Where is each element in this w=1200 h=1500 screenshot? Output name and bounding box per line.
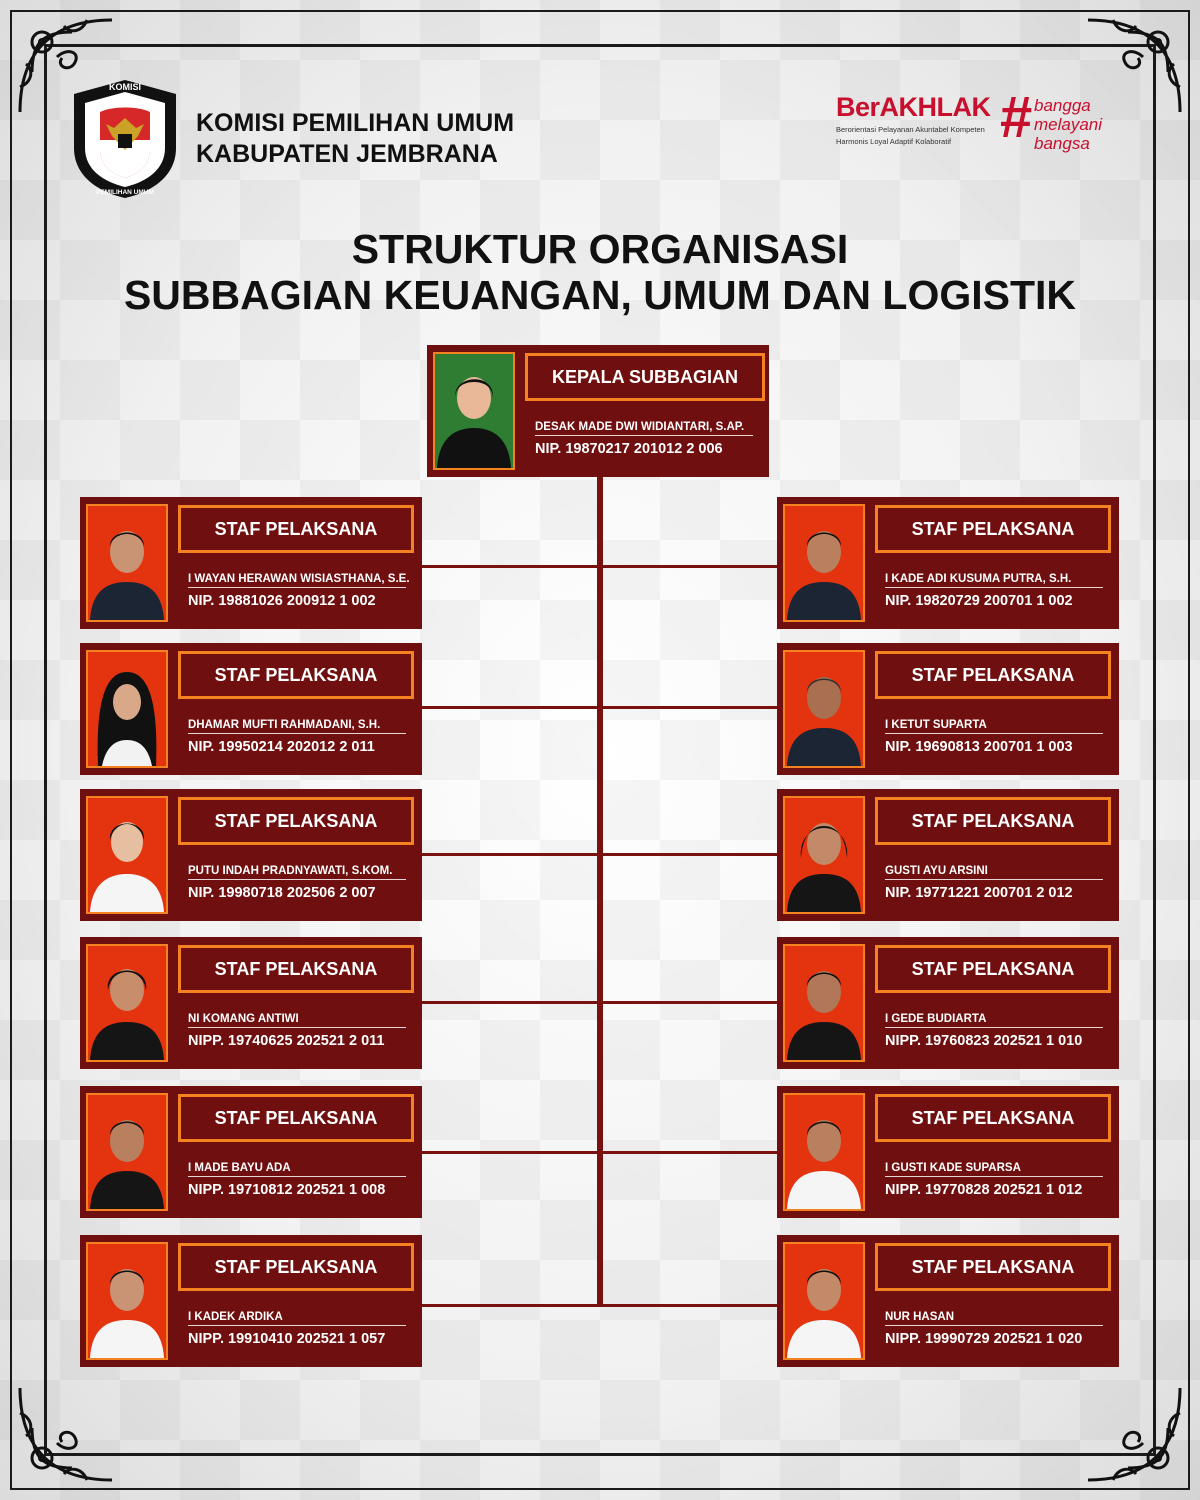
staff-name: I KADE ADI KUSUMA PUTRA, S.H. — [885, 573, 1103, 588]
avatar — [783, 1093, 865, 1211]
slogan-word-3: bangsa — [1034, 134, 1090, 153]
staff-name: I KETUT SUPARTA — [885, 719, 1103, 734]
staff-nip: NIPP. 19740625 202521 2 011 — [188, 1033, 385, 1049]
branch-connector — [420, 1304, 780, 1307]
avatar — [86, 1242, 168, 1360]
staff-nip: NIP. 19980718 202506 2 007 — [188, 885, 376, 901]
avatar — [783, 650, 865, 768]
head-name: DESAK MADE DWI WIDIANTARI, S.AP. — [535, 421, 753, 436]
staff-name: I WAYAN HERAWAN WISIASTHANA, S.E. — [188, 573, 406, 588]
berakhlak-wordmark: BerAKHLAK — [836, 92, 991, 122]
logo-text-bottom: PEMILIHAN UMUM — [96, 189, 154, 196]
staff-card-right-3 — [777, 789, 1119, 921]
avatar — [86, 944, 168, 1062]
org-name-line1: KOMISI PEMILIHAN UMUM — [196, 109, 515, 137]
staff-role: STAF PELAKSANA — [178, 797, 414, 845]
staff-card-right-6 — [777, 1235, 1119, 1367]
staff-role: STAF PELAKSANA — [875, 651, 1111, 699]
slogan-word-2: melayani — [1034, 115, 1103, 134]
avatar — [86, 1093, 168, 1211]
staff-name: I KADEK ARDIKA — [188, 1311, 406, 1326]
staff-role: STAF PELAKSANA — [178, 1094, 414, 1142]
staff-card-right-4 — [777, 937, 1119, 1069]
branch-connector — [420, 706, 780, 709]
staff-nip: NIP. 19690813 200701 1 003 — [885, 739, 1073, 755]
staff-card-right-5 — [777, 1086, 1119, 1218]
berakhlak-tagline-1: Berorientasi Pelayanan Akuntabel Kompeten — [836, 125, 985, 134]
staff-card-left-6 — [80, 1235, 422, 1367]
title-line2: SUBBAGIAN KEUANGAN, UMUM DAN LOGISTIK — [123, 272, 1077, 318]
staff-nip: NIP. 19881026 200912 1 002 — [188, 593, 376, 609]
staff-card-right-1 — [777, 497, 1119, 629]
avatar — [783, 504, 865, 622]
staff-name: PUTU INDAH PRADNYAWATI, S.KOM. — [188, 865, 406, 880]
avatar — [86, 650, 168, 768]
berakhlak-logo — [836, 92, 1006, 172]
head-card — [427, 345, 769, 477]
staff-role: STAF PELAKSANA — [875, 1243, 1111, 1291]
branch-connector — [420, 565, 780, 568]
staff-card-left-5 — [80, 1086, 422, 1218]
staff-nip: NIP. 19950214 202012 2 011 — [188, 739, 375, 755]
staff-name: I MADE BAYU ADA — [188, 1162, 406, 1177]
staff-name: NI KOMANG ANTIWI — [188, 1013, 406, 1028]
avatar — [783, 796, 865, 914]
staff-card-right-2 — [777, 643, 1119, 775]
avatar — [433, 352, 515, 470]
branch-connector — [420, 1151, 780, 1154]
slogan-hash: # — [1000, 85, 1033, 150]
ornament-corner-icon — [1078, 1378, 1188, 1488]
staff-role: STAF PELAKSANA — [875, 945, 1111, 993]
staff-card-left-4 — [80, 937, 422, 1069]
staff-card-left-3 — [80, 789, 422, 921]
avatar — [86, 504, 168, 622]
staff-name: NUR HASAN — [885, 1311, 1103, 1326]
staff-card-left-2 — [80, 643, 422, 775]
avatar — [783, 1242, 865, 1360]
staff-nip: NIP. 19820729 200701 1 002 — [885, 593, 1073, 609]
staff-role: STAF PELAKSANA — [178, 505, 414, 553]
staff-role: STAF PELAKSANA — [875, 505, 1111, 553]
staff-nip: NIP. 19771221 200701 2 012 — [885, 885, 1073, 901]
slogan-logo — [1000, 85, 1130, 162]
head-role: KEPALA SUBBAGIAN — [525, 353, 765, 401]
branch-connector — [420, 1001, 780, 1004]
staff-role: STAF PELAKSANA — [178, 1243, 414, 1291]
staff-role: STAF PELAKSANA — [178, 651, 414, 699]
staff-role: STAF PELAKSANA — [178, 945, 414, 993]
ornament-corner-icon — [12, 1378, 122, 1488]
staff-name: GUSTI AYU ARSINI — [885, 865, 1103, 880]
staff-role: STAF PELAKSANA — [875, 797, 1111, 845]
org-name — [196, 108, 514, 170]
trunk-connector — [597, 476, 603, 1306]
staff-role: STAF PELAKSANA — [875, 1094, 1111, 1142]
staff-nip: NIPP. 19990729 202521 1 020 — [885, 1331, 1083, 1347]
staff-nip: NIPP. 19760823 202521 1 010 — [885, 1033, 1083, 1049]
berakhlak-tagline-2: Harmonis Loyal Adaptif Kolaboratif — [836, 137, 952, 146]
branch-connector — [420, 853, 780, 856]
staff-nip: NIPP. 19710812 202521 1 008 — [188, 1182, 386, 1198]
slogan-word-1: bangga — [1034, 96, 1091, 115]
org-name-line2: KABUPATEN JEMBRANA — [196, 140, 498, 168]
staff-name: I GUSTI KADE SUPARSA — [885, 1162, 1103, 1177]
staff-name: DHAMAR MUFTI RAHMADANI, S.H. — [188, 719, 406, 734]
logo-text-top: KOMISI — [108, 82, 142, 92]
kpu-logo — [70, 78, 180, 200]
staff-card-left-1 — [80, 497, 422, 629]
avatar — [783, 944, 865, 1062]
staff-nip: NIPP. 19770828 202521 1 012 — [885, 1182, 1083, 1198]
page-title — [0, 226, 1200, 318]
title-line1: STRUKTUR ORGANISASI — [351, 226, 849, 272]
staff-nip: NIPP. 19910410 202521 1 057 — [188, 1331, 386, 1347]
avatar — [86, 796, 168, 914]
staff-name: I GEDE BUDIARTA — [885, 1013, 1103, 1028]
head-nip: NIP. 19870217 201012 2 006 — [535, 441, 723, 457]
